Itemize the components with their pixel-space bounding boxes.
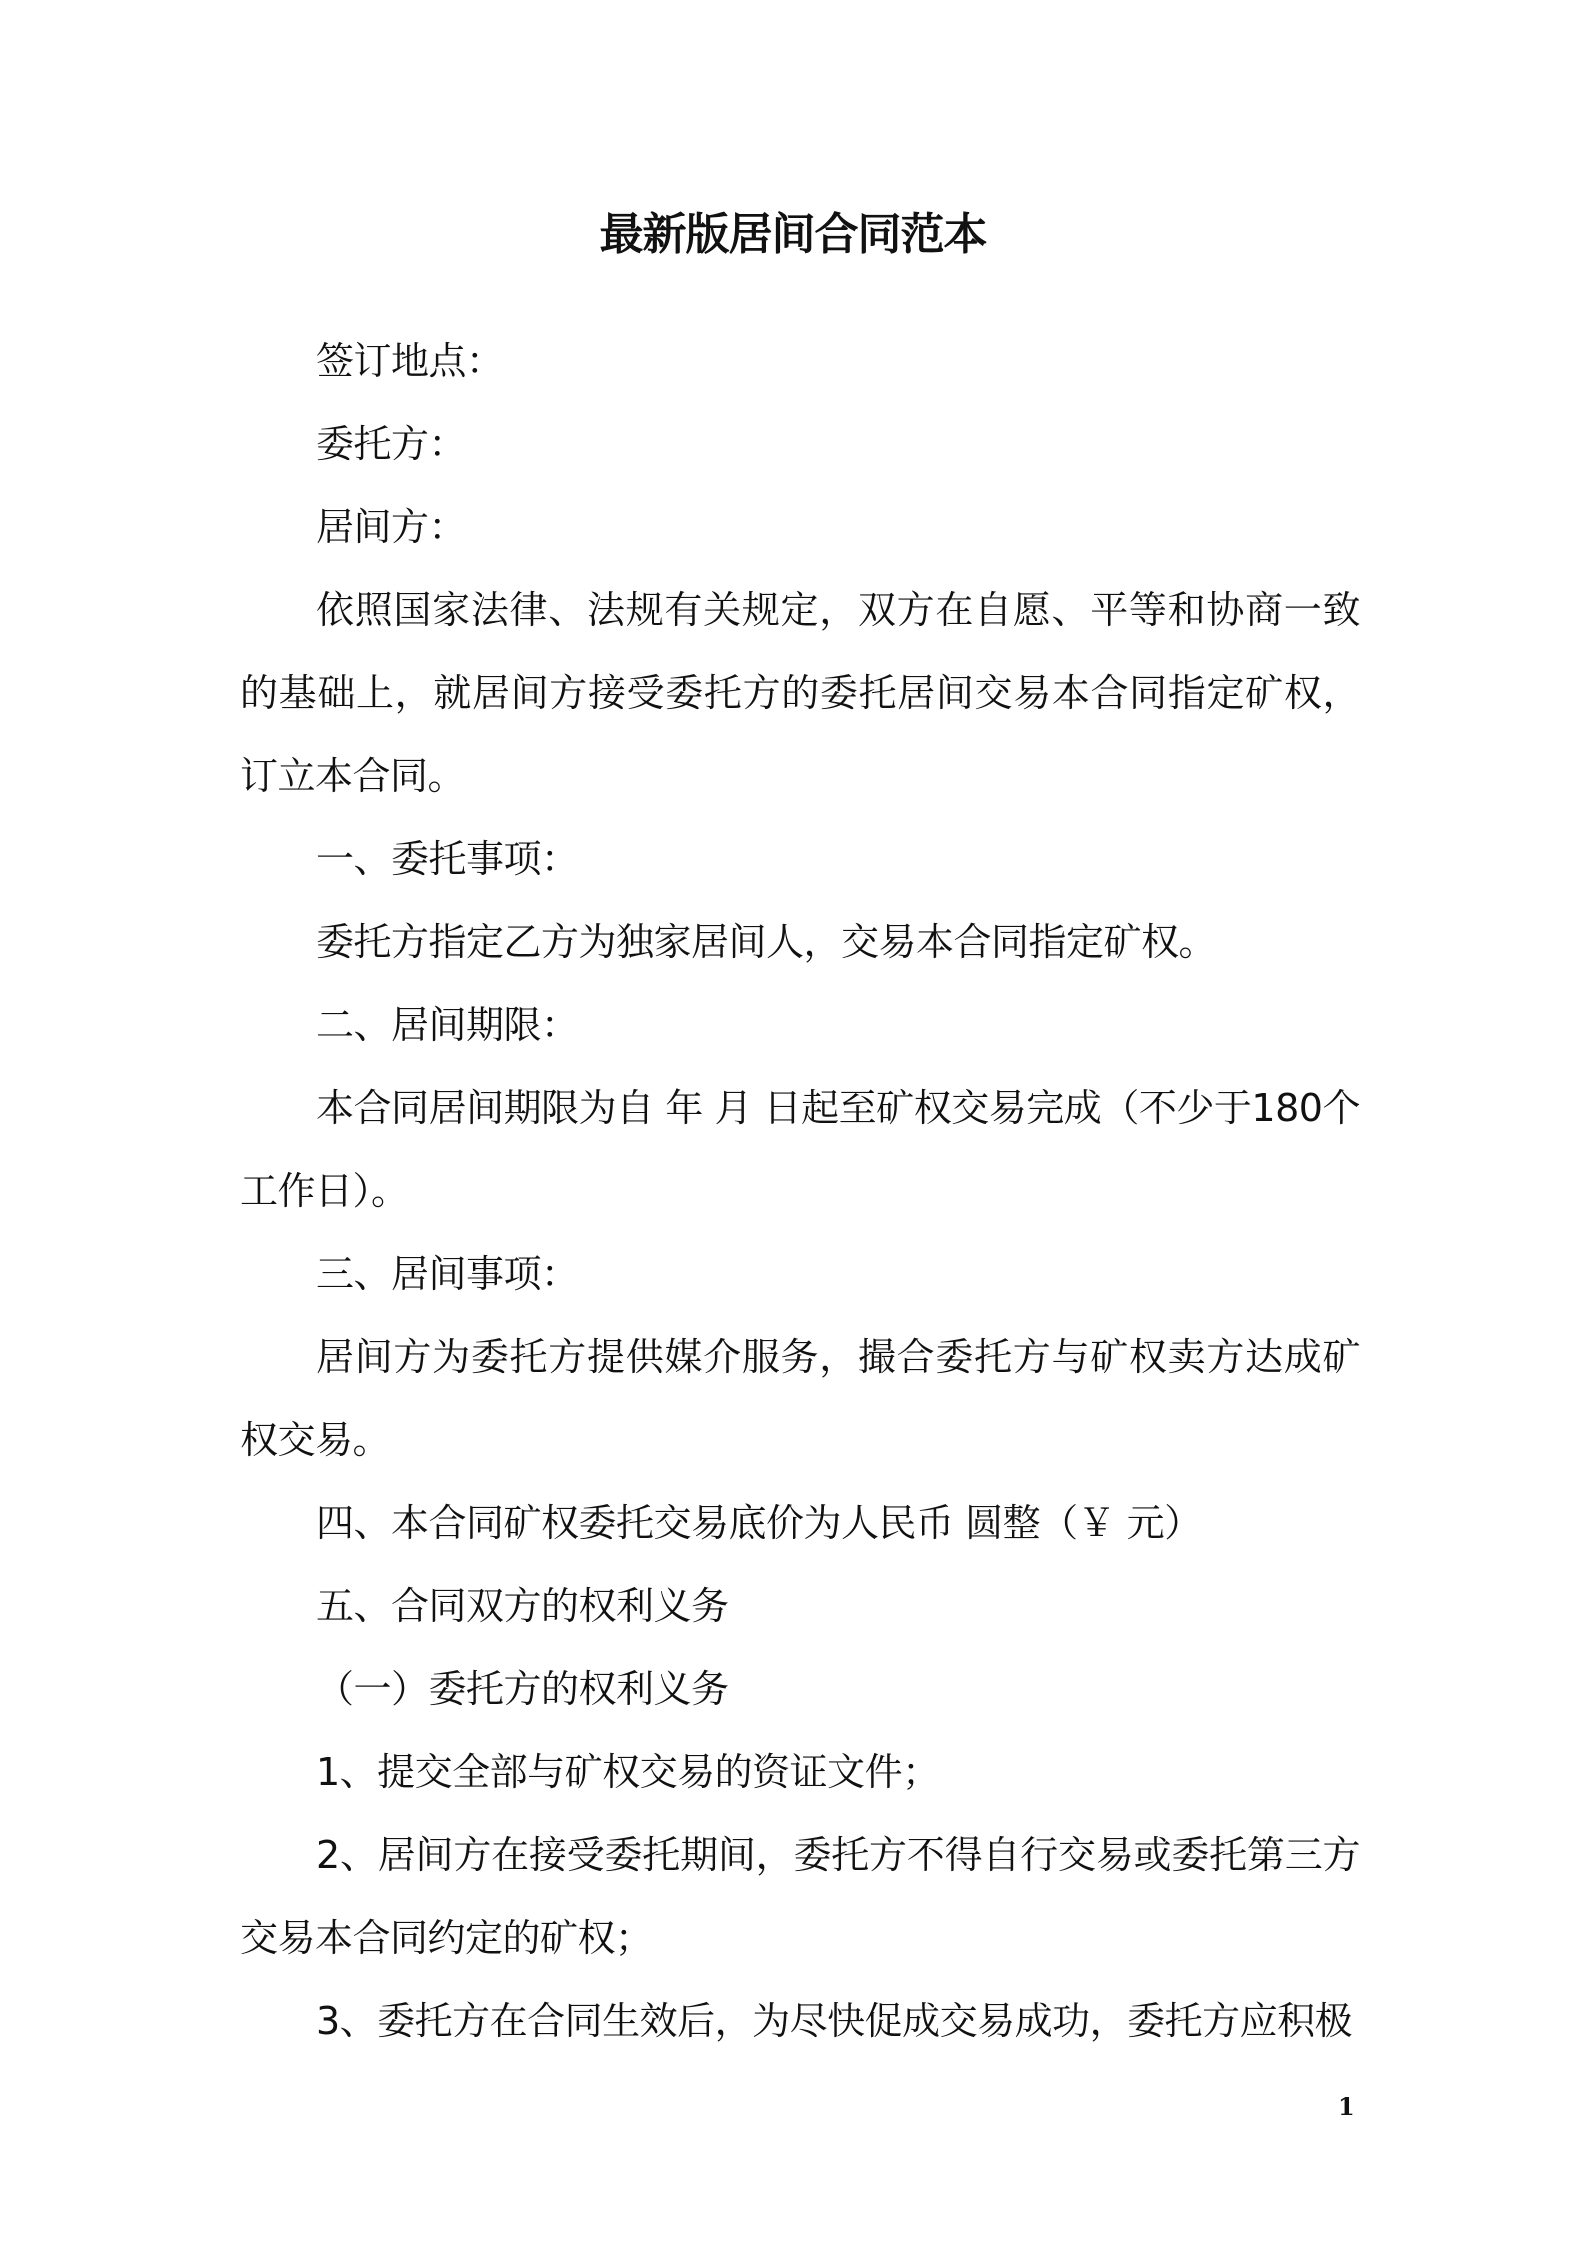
paragraph-signing-place: 签订地点： <box>316 339 504 383</box>
paragraph-section-4: 四、本合同矿权委托交易底价为人民币 圆整（￥ 元） <box>316 1501 1202 1545</box>
subheading-client-rights: （一）委托方的权利义务 <box>316 1667 729 1711</box>
heading-section-2: 二、居间期限： <box>316 1003 579 1047</box>
paragraph-intermediary: 居间方： <box>316 505 467 549</box>
paragraph-preamble: 依照国家法律、法规有关规定，双方在自愿、平等和协商一致的基础上，就居间方接受委托方的委托居间交易本合同指定矿权，订立本合同。 <box>240 588 1360 798</box>
list-item-1: 1、提交全部与矿权交易的资证文件； <box>316 1750 940 1794</box>
list-item-2: 2、居间方在接受委托期间，委托方不得自行交易或委托第三方交易本合同约定的矿权； <box>240 1833 1360 1960</box>
heading-section-1: 一、委托事项： <box>316 837 579 881</box>
heading-section-5: 五、合同双方的权利义务 <box>316 1584 729 1628</box>
paragraph-section-3: 居间方为委托方提供媒介服务，撮合委托方与矿权卖方达成矿权交易。 <box>240 1335 1360 1462</box>
page-number: 1 <box>1338 2092 1355 2121</box>
paragraph-section-1: 委托方指定乙方为独家居间人，交易本合同指定矿权。 <box>316 920 1217 964</box>
document-title: 最新版居间合同范本 <box>599 209 987 260</box>
list-item-3: 3、委托方在合同生效后，为尽快促成交易成功，委托方应积极 <box>316 1999 1353 2043</box>
paragraph-client: 委托方： <box>316 422 467 466</box>
paragraph-section-2: 本合同居间期限为自 年 月 日起至矿权交易完成（不少于180个工作日）。 <box>240 1086 1360 1213</box>
heading-section-3: 三、居间事项： <box>316 1252 579 1296</box>
document-body <box>240 320 1360 2063</box>
